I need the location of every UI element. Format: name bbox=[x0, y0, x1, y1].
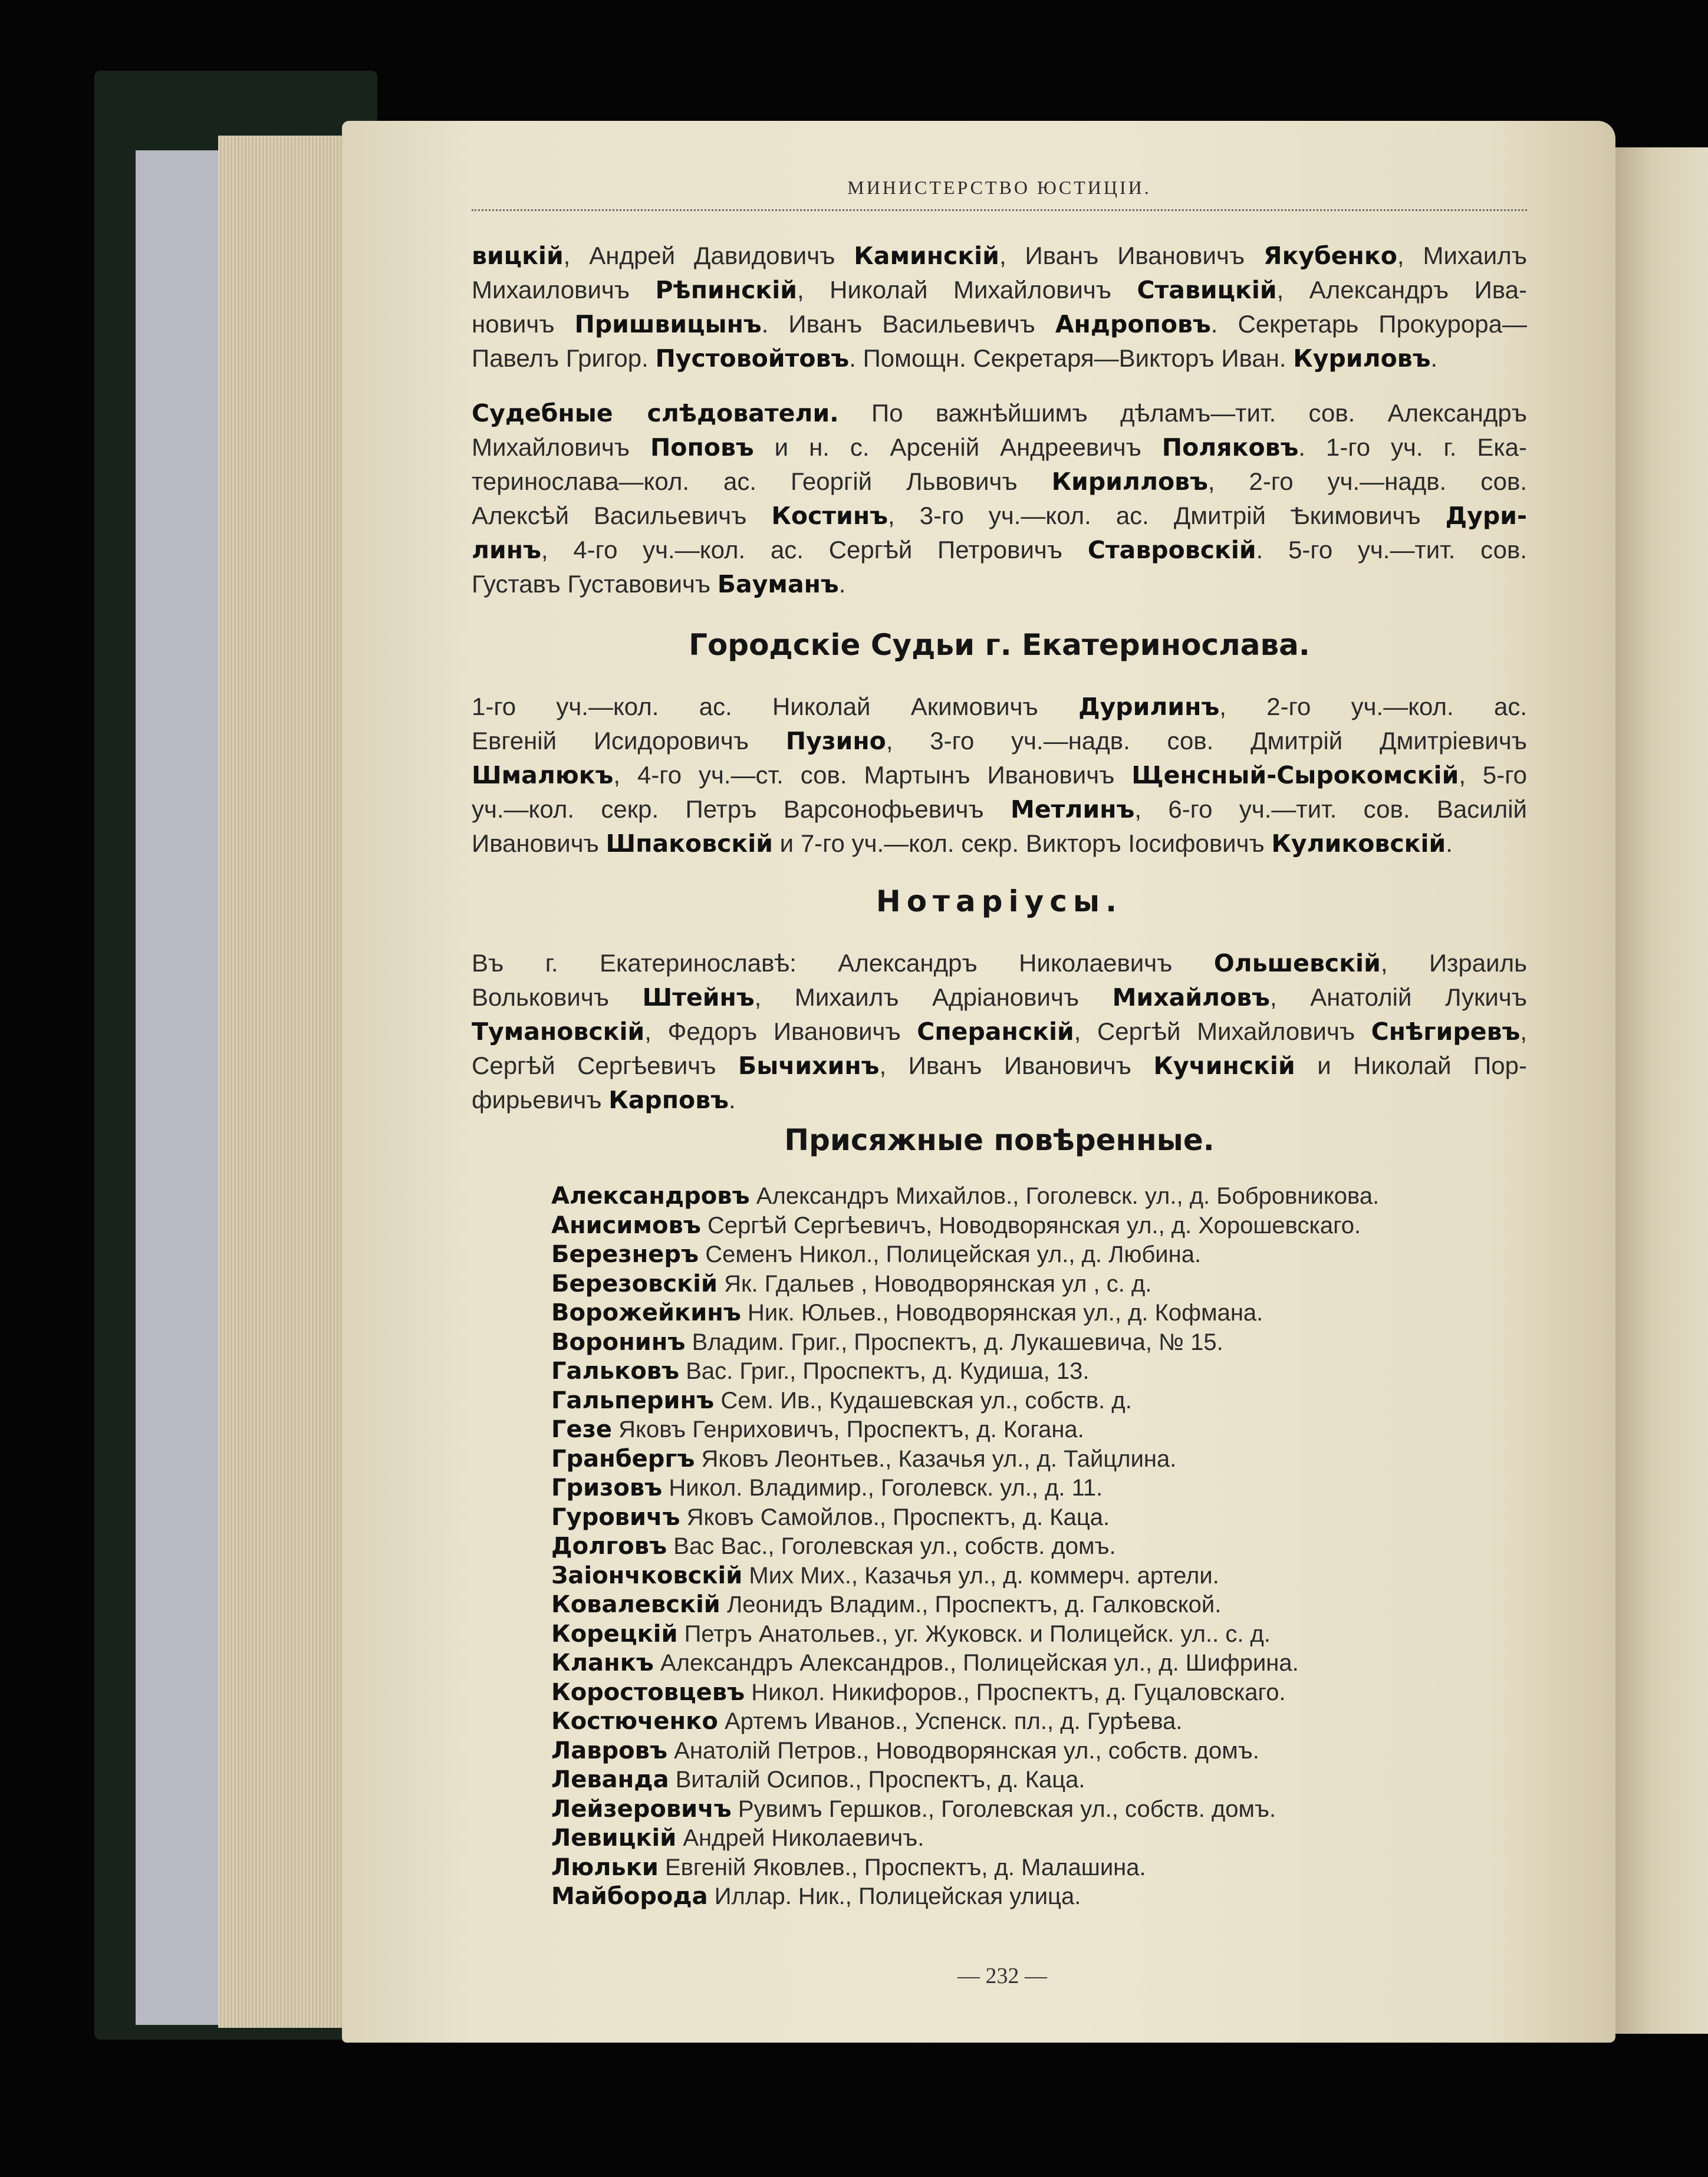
person-surname: Дури- bbox=[1445, 502, 1527, 530]
text-line bbox=[472, 792, 1527, 826]
attorney-entry bbox=[551, 1270, 1530, 1299]
attorney-name: Левицкій bbox=[551, 1824, 677, 1852]
attorney-details: Андрей Николаевичъ. bbox=[683, 1825, 924, 1851]
attorney-entry bbox=[551, 1678, 1530, 1708]
attorney-details: Виталій Осипов., Проспектъ, д. Каца. bbox=[675, 1767, 1085, 1793]
person-surname: Шмалюкъ bbox=[472, 761, 614, 789]
text-run: , Иванъ Ивановичъ bbox=[879, 1052, 1154, 1079]
attorney-details: Яковъ Самойлов., Проспектъ, д. Каца. bbox=[686, 1504, 1110, 1530]
attorney-entry bbox=[551, 1824, 1530, 1853]
attorney-details: Сем. Ив., Кудашевская ул., собств. д. bbox=[720, 1387, 1132, 1414]
attorney-name: Долговъ bbox=[551, 1533, 667, 1560]
attorney-details: Ник. Юльев., Новодворянская ул., д. Кофмана. bbox=[748, 1300, 1263, 1326]
prosecutor-office-paragraph bbox=[472, 239, 1527, 376]
attorney-entry bbox=[551, 1240, 1530, 1270]
attorney-name: Александровъ bbox=[551, 1183, 750, 1210]
text-run: , Иванъ Ивановичъ bbox=[999, 242, 1263, 269]
attorney-details: Яковъ Генриховичъ, Проспектъ, д. Когана. bbox=[618, 1417, 1084, 1442]
text-run: новичъ bbox=[472, 310, 575, 338]
text-line bbox=[472, 1083, 1527, 1117]
person-surname: Поповъ bbox=[650, 433, 754, 462]
text-line bbox=[472, 499, 1527, 533]
person-surname: Костинъ bbox=[771, 502, 888, 530]
attorney-details: Леонидъ Владим., Проспектъ, д. Галковской. bbox=[726, 1592, 1222, 1618]
text-run: Евгеній Исидоровичъ bbox=[472, 727, 786, 755]
person-surname: Ставровскій bbox=[1087, 536, 1256, 564]
attorney-entry bbox=[551, 1328, 1530, 1358]
attorney-entry bbox=[551, 1795, 1530, 1824]
text-run: , 3-го уч.—надв. сов. Дмитрій Дмитріевичъ bbox=[886, 727, 1527, 755]
attorneys-list bbox=[551, 1182, 1530, 1912]
person-surname: Рѣпинскій bbox=[655, 276, 797, 304]
text-run: Сергѣй Сергѣевичъ bbox=[472, 1052, 738, 1079]
text-run: , Израиль bbox=[1380, 949, 1527, 977]
attorney-entry bbox=[551, 1182, 1530, 1211]
text-line bbox=[472, 690, 1527, 724]
attorney-name: Гезе bbox=[551, 1416, 612, 1443]
attorney-name: Лавровъ bbox=[551, 1737, 668, 1764]
attorney-entry bbox=[551, 1882, 1530, 1912]
investigators-paragraph bbox=[472, 396, 1527, 601]
person-surname: Карповъ bbox=[608, 1086, 729, 1114]
text-run: , Анатолій Лукичъ bbox=[1270, 983, 1527, 1011]
attorney-name: Березовскій bbox=[551, 1270, 718, 1297]
text-run: Ивановичъ bbox=[472, 829, 606, 857]
header-rule bbox=[472, 209, 1527, 216]
attorney-details: Мих Мих., Казачья ул., д. коммерч. артели. bbox=[749, 1562, 1219, 1589]
text-run: , 4-го уч.—ст. сов. Мартынъ Ивановичъ bbox=[613, 761, 1132, 789]
text-line bbox=[472, 1015, 1527, 1049]
attorney-details: Александръ Александров., Полицейская ул., д. Шифрина. bbox=[660, 1650, 1299, 1676]
text-run: , 6-го уч.—тит. сов. Василій bbox=[1134, 795, 1527, 823]
person-surname: Кучинскій bbox=[1153, 1052, 1295, 1080]
text-line bbox=[472, 980, 1527, 1015]
notaries-paragraph bbox=[472, 946, 1527, 1117]
page-number: — 232 — bbox=[957, 1964, 1047, 1988]
text-line bbox=[472, 396, 1527, 430]
person-surname: Поляковъ bbox=[1161, 433, 1299, 462]
person-surname: Пустовойтовъ bbox=[655, 344, 850, 373]
attorney-entry bbox=[551, 1766, 1530, 1795]
person-surname: Бауманъ bbox=[717, 570, 839, 598]
attorney-name: Лейзеровичъ bbox=[551, 1795, 732, 1823]
person-surname: Пришвицынъ bbox=[574, 310, 762, 338]
text-line bbox=[472, 430, 1527, 465]
text-run: . 1-го уч. г. Ека- bbox=[1298, 433, 1527, 461]
attorney-entry bbox=[551, 1503, 1530, 1533]
attorney-name: Гранбергъ bbox=[551, 1445, 695, 1473]
person-surname: Щенсный-Сырокомскій bbox=[1131, 761, 1459, 789]
text-run: уч.—кол. секр. Петръ Варсонофьевичъ bbox=[472, 795, 1011, 823]
person-surname: Штейнъ bbox=[642, 983, 755, 1012]
attorney-entry bbox=[551, 1649, 1530, 1678]
text-run: , Николай Михайловичъ bbox=[797, 276, 1137, 304]
text-run: , 5-го bbox=[1459, 761, 1528, 789]
attorney-name: Березнеръ bbox=[551, 1241, 699, 1268]
person-surname: Снѣгиревъ bbox=[1371, 1017, 1521, 1046]
text-run: . bbox=[838, 570, 846, 598]
person-surname: Михайловъ bbox=[1112, 983, 1270, 1012]
text-run: Въ г. Екатеринославѣ: Александръ Николаевичъ bbox=[472, 949, 1214, 977]
attorney-name: Анисимовъ bbox=[551, 1211, 701, 1239]
attorney-name: Заіончковскій bbox=[551, 1562, 743, 1589]
text-line bbox=[472, 533, 1527, 567]
text-run: , Александръ Ива- bbox=[1276, 276, 1527, 304]
person-surname: Пузино bbox=[785, 727, 886, 755]
text-run: , 2-го уч.—кол. ас. bbox=[1219, 693, 1528, 720]
person-surname: Бычихинъ bbox=[738, 1052, 880, 1080]
text-run: . 5-го уч.—тит. сов. bbox=[1256, 536, 1527, 564]
text-line bbox=[472, 758, 1527, 792]
attorneys-heading: Присяжные повѣренные. bbox=[784, 1123, 1215, 1157]
text-run: , bbox=[1520, 1017, 1527, 1045]
text-run: . Помощн. Секретаря—Викторъ Иван. bbox=[849, 344, 1294, 372]
attorney-entry bbox=[551, 1415, 1530, 1445]
attorney-entry bbox=[551, 1853, 1530, 1883]
text-run: , Сергѣй Михайловичъ bbox=[1074, 1017, 1371, 1045]
person-surname: линъ bbox=[472, 536, 541, 564]
person-surname: вицкій bbox=[472, 242, 564, 270]
text-run: , Андрей Давидовичъ bbox=[563, 242, 854, 269]
attorney-name: Майборода bbox=[551, 1883, 708, 1910]
text-run: и Николай Пор- bbox=[1295, 1052, 1527, 1079]
text-run: Алексѣй Васильевичъ bbox=[472, 502, 772, 529]
attorney-details: Вас Вас., Гоголевская ул., собств. домъ. bbox=[673, 1533, 1116, 1559]
attorney-name: Гуровичъ bbox=[551, 1503, 680, 1531]
text-run: По важнѣйшимъ дѣламъ—тит. сов. Александръ bbox=[838, 399, 1527, 427]
text-run: Вольковичъ bbox=[472, 983, 643, 1011]
attorney-details: Петръ Анатольев., уг. Жуковск. и Полицейск. ул.. с. д. bbox=[684, 1621, 1271, 1647]
text-line bbox=[472, 465, 1527, 499]
attorney-entry bbox=[551, 1532, 1530, 1562]
text-run: и н. с. Арсеній Андреевичъ bbox=[753, 433, 1162, 461]
attorney-details: Владим. Григ., Проспектъ, д. Лукашевича, № 15. bbox=[692, 1329, 1223, 1355]
attorney-entry bbox=[551, 1562, 1530, 1591]
attorney-details: Семенъ Никол., Полицейская ул., д. Любина. bbox=[705, 1241, 1202, 1267]
person-surname: Метлинъ bbox=[1011, 795, 1135, 824]
text-line bbox=[472, 826, 1527, 861]
text-run: . Секретарь Прокурора— bbox=[1210, 310, 1527, 338]
judges-paragraph bbox=[472, 690, 1527, 861]
person-surname: Кирилловъ bbox=[1051, 467, 1208, 496]
attorney-details: Рувимъ Гершков., Гоголевская ул., собств. домъ. bbox=[738, 1796, 1276, 1822]
person-surname: Тумановскій bbox=[472, 1017, 645, 1046]
person-surname: Куликовскій bbox=[1271, 829, 1446, 858]
text-run: . Иванъ Васильевичъ bbox=[761, 310, 1055, 338]
running-head: МИНИСТЕРСТВО ЮСТИЦІИ. bbox=[847, 177, 1151, 198]
attorney-name: Корецкій bbox=[551, 1620, 678, 1648]
attorney-entry bbox=[551, 1445, 1530, 1474]
attorney-entry bbox=[551, 1357, 1530, 1386]
text-run: , Михаилъ Адріановичъ bbox=[754, 983, 1113, 1011]
person-surname: Шпаковскій bbox=[605, 829, 774, 858]
attorney-name: Ворожейкинъ bbox=[551, 1299, 741, 1326]
person-surname: Куриловъ bbox=[1293, 344, 1431, 373]
attorney-name: Ковалевскій bbox=[551, 1591, 720, 1618]
attorney-details: Вас. Григ., Проспектъ, д. Кудиша, 13. bbox=[686, 1358, 1090, 1384]
person-surname: Каминскій bbox=[854, 242, 999, 270]
person-surname: Андроповъ bbox=[1055, 310, 1211, 338]
attorney-name: Коростовцевъ bbox=[551, 1678, 745, 1706]
person-surname: Ставицкій bbox=[1137, 276, 1277, 304]
text-line bbox=[472, 724, 1527, 758]
attorney-entry bbox=[551, 1211, 1530, 1241]
attorney-entry bbox=[551, 1737, 1530, 1766]
attorney-name: Люльки bbox=[551, 1853, 659, 1881]
attorney-details: Сергѣй Сергѣевичъ, Новодворянская ул., д. Хорошевскаго. bbox=[707, 1212, 1361, 1239]
person-surname: Сперанскій bbox=[917, 1017, 1074, 1046]
text-line bbox=[472, 341, 1527, 376]
attorney-name: Леванда bbox=[551, 1766, 669, 1793]
attorney-details: Иллар. Ник., Полицейская улица. bbox=[714, 1883, 1081, 1909]
attorney-details: Никол. Владимир., Гоголевск. ул., д. 11. bbox=[669, 1475, 1103, 1501]
person-surname: Дурилинъ bbox=[1078, 693, 1220, 721]
person-surname: Якубенко bbox=[1263, 242, 1397, 270]
attorney-details: Артемъ Иванов., Успенск. пл., д. Гурѣева. bbox=[724, 1708, 1183, 1734]
notaries-heading: Нотаріусы. bbox=[876, 884, 1123, 918]
attorney-details: Яковъ Леонтьев., Казачья ул., д. Тайцлина. bbox=[701, 1445, 1177, 1472]
text-run: , Михаилъ bbox=[1397, 242, 1528, 269]
text-run: 1-го уч.—кол. ас. Николай Акимовичъ bbox=[472, 693, 1079, 720]
attorney-name: Гальперинъ bbox=[551, 1386, 715, 1414]
attorney-entry bbox=[551, 1474, 1530, 1503]
book-fore-edge bbox=[136, 150, 218, 2025]
attorney-entry bbox=[551, 1386, 1530, 1416]
facing-page-edge bbox=[1615, 147, 1708, 2034]
text-run: и 7-го уч.—кол. секр. Викторъ Іосифовичъ bbox=[773, 829, 1272, 857]
person-surname: Судебные слѣдователи. bbox=[472, 399, 839, 427]
text-run: , 3-го уч.—кол. ас. Дмитрій Ѣкимовичъ bbox=[888, 502, 1446, 529]
text-line bbox=[472, 1049, 1527, 1083]
text-line bbox=[472, 946, 1527, 980]
text-run: . bbox=[1446, 829, 1453, 857]
text-run: . bbox=[728, 1086, 736, 1114]
attorney-name: Воронинъ bbox=[551, 1328, 686, 1356]
text-line bbox=[472, 239, 1527, 273]
attorney-entry bbox=[551, 1620, 1530, 1649]
attorney-entry bbox=[551, 1707, 1530, 1737]
attorney-details: Евгеній Яковлев., Проспектъ, д. Малашина. bbox=[665, 1854, 1146, 1880]
attorney-name: Гризовъ bbox=[551, 1474, 663, 1501]
text-run: Михаиловичъ bbox=[472, 276, 656, 304]
text-run: фирьевичъ bbox=[472, 1086, 609, 1114]
attorney-entry bbox=[551, 1299, 1530, 1328]
attorney-name: Кланкъ bbox=[551, 1649, 654, 1677]
text-run: теринослава—кол. ас. Георгій Львовичъ bbox=[472, 467, 1052, 495]
attorney-entry bbox=[551, 1590, 1530, 1620]
text-run: Михайловичъ bbox=[472, 433, 650, 461]
text-line bbox=[472, 307, 1527, 341]
attorney-details: Никол. Никифоров., Проспектъ, д. Гуцаловскаго. bbox=[751, 1679, 1286, 1705]
attorney-name: Гальковъ bbox=[551, 1358, 680, 1385]
text-run: , 4-го уч.—кол. ас. Сергѣй Петровичъ bbox=[541, 536, 1088, 564]
text-line bbox=[472, 567, 1527, 601]
judges-heading: Городскіе Судьи г. Екатеринослава. bbox=[689, 628, 1310, 662]
attorney-details: Як. Гдальев , Новодворянская ул , с. д. bbox=[724, 1270, 1152, 1297]
text-run: , Федоръ Ивановичъ bbox=[644, 1017, 917, 1045]
attorney-details: Анатолій Петров., Новодворянская ул., собств. домъ. bbox=[674, 1737, 1259, 1764]
text-line bbox=[472, 273, 1527, 307]
person-surname: Ольшевскій bbox=[1213, 949, 1381, 977]
text-run: . bbox=[1430, 344, 1438, 372]
attorney-details: Александръ Михайлов., Гоголевск. ул., д. Бобровникова. bbox=[756, 1183, 1380, 1209]
text-run: Павелъ Григор. bbox=[472, 344, 656, 372]
text-run: , 2-го уч.—надв. сов. bbox=[1207, 467, 1528, 495]
text-run: Густавъ Густавовичъ bbox=[472, 570, 718, 598]
page-stack bbox=[218, 136, 354, 2028]
attorney-name: Костюченко bbox=[551, 1708, 718, 1735]
